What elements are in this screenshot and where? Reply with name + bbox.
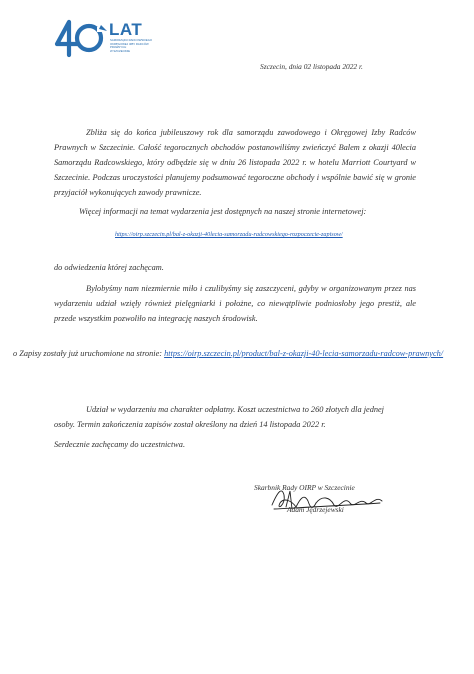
- paragraph-honored: Bylobyśmy nam niezmiernie miło i czulibyśmy się zaszczyceni, gdyby w organizowanym przez nas wydarzeniu udział wzięły również pielęgniarki i położne, co niewątpliwie podniosłoby jego prestiż, ale przede wszystkim pozwoliło na integrację naszych środowisk.: [54, 284, 416, 323]
- closing-line: Serdecznie zachęcamy do uczestnictwa.: [54, 440, 186, 449]
- logo-word: LAT: [109, 20, 143, 39]
- paragraph-intro: Zbliża się do końca jubileuszowy rok dla samorządu zawodowego i Okręgowej Izby Radców Prawnych w Szczecinie. Całość tegorocznych obchodów postanowiliśmy zwieńczyć Balem z okazji 40lecia Samorządu Radcowskiego, który odbędzie się w dniu 26 listopada 2022 r. w hotelu Marriott Courtyard w Szczecinie. Podczas uroczystości planujemy podsumować tegoroczne obchody i wspólnie bawić się w gronie przyjaciół wykonujących zawody prawnicze.: [54, 128, 416, 197]
- paragraph-more-info: Więcej informacji na temat wydarzenia jest dostępnych na naszej stronie internetowej:: [79, 207, 367, 216]
- paragraph-fee: Udział w wydarzeniu ma charakter odpłatny. Koszt uczestnictwa to 260 złotych dla jednej osoby. Termin zakończenia zapisów został określony na dzień 14 listopada 2022 r.: [54, 405, 384, 429]
- organization-logo: [53, 18, 188, 58]
- paragraph-invite: do odwiedzenia której zachęcam.: [54, 263, 164, 272]
- document-date: Szczecin, dnia 02 listopada 2022 r.: [260, 62, 363, 71]
- registration-text: o Zapisy zostały już uruchomione na stronie:: [13, 349, 165, 358]
- signature-title: Skarbnik Rady OIRP w Szczecinie: [254, 483, 355, 492]
- logo-subtitle: SAMORZĄDU RADCOWSKIEGO OKRĘGOWEJ IZBY RADCÓW PRAWNYCH W SZCZECINIE: [110, 38, 153, 53]
- event-link[interactable]: https://oirp.szczecin.pl/bal-z-okazji-40lecia-samorzadu-radcowskiego-rozpoczecie-zapisow/: [115, 231, 343, 238]
- signature-name: Adam Jędrzejewski: [287, 505, 344, 514]
- registration-bullet: [13, 346, 459, 361]
- registration-link[interactable]: https://oirp.szczecin.pl/product/bal-z-okazji-40-lecia-samorzadu-radcow-prawnych/: [164, 349, 444, 358]
